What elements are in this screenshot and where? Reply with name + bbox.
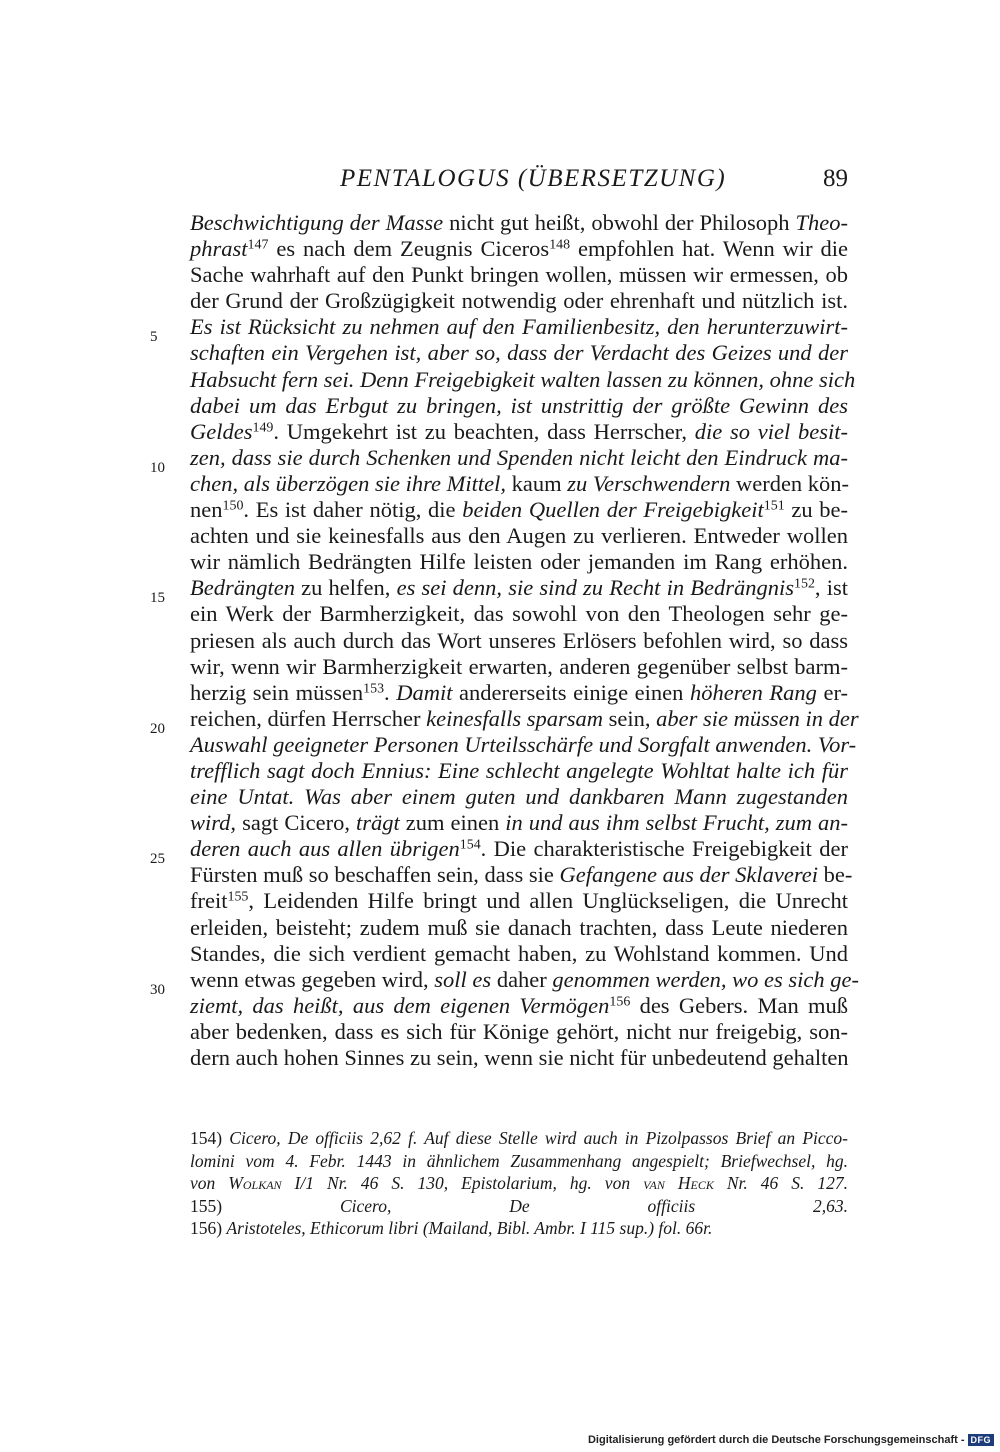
italic-text: Cicero, De officiis 2,63.: [339, 1195, 849, 1216]
text-line: [190, 915, 848, 941]
text-run: dern auch hohen Sinnes zu sein, wenn sie nicht für unbedeutend gehalten: [190, 1045, 849, 1070]
footnote-line: [190, 1195, 848, 1218]
text-line: [190, 601, 848, 627]
text-run: wenn etwas gegeben wird,: [190, 966, 435, 992]
footnote-line: [190, 1172, 848, 1195]
text-run: wir, wenn wir Barmherzigkeit erwarten, anderen gegenüber selbst barm-: [190, 653, 848, 679]
funding-note: [588, 1434, 994, 1446]
text-line: [190, 575, 848, 601]
italic-text: in und aus ihm selbst Frucht, zum an-: [505, 810, 849, 836]
italic-text: dabei um das Erbgut zu bringen, ist unstrittig der größte Gewinn des: [190, 392, 848, 418]
funding-note-text: Digitalisierung gefördert durch die Deutsche Forschungsgemeinschaft -: [587, 1434, 965, 1446]
footnote-reference: 155: [227, 889, 249, 905]
italic-text: eine Untat. Was aber einem guten und dankbaren Mann zugestanden: [190, 784, 848, 810]
italic-text: Damit: [396, 679, 453, 705]
italic-text: I/1 Nr. 46 S. 130, Epistolarium, hg. von: [281, 1173, 644, 1194]
italic-text: Gefangene aus der Sklaverei: [559, 862, 818, 888]
text-line: [190, 758, 848, 784]
text-line: [190, 366, 856, 393]
text-run: zu be-: [784, 497, 849, 523]
italic-text: phrast: [190, 236, 248, 262]
text-line: [190, 288, 848, 314]
italic-text: Nr. 46 S. 127.: [713, 1173, 848, 1194]
text-run: es nach dem Zeugnis Ciceros: [268, 236, 550, 262]
text-run: 155): [190, 1195, 340, 1216]
italic-text: trägt: [355, 810, 400, 836]
italic-text: deren auch aus allen übrigen: [190, 836, 460, 862]
text-run: ein Werk der Barmherzigkeit, das sowohl von den Theologen sehr ge-: [190, 601, 848, 627]
footnote-line: [190, 1217, 848, 1240]
text-run: er-: [816, 679, 849, 705]
text-run: aber bedenken, dass es sich für Könige gehört, nicht nur freigebig, son-: [190, 1018, 848, 1044]
text-line: [190, 549, 848, 575]
text-run: sein,: [603, 705, 657, 731]
text-run: achten und sie keinesfalls aus den Augen zu verlieren. Entweder wollen: [190, 523, 848, 549]
text-run: daher: [491, 966, 553, 992]
text-run: herzig sein müssen: [190, 679, 364, 705]
text-run: wir nämlich Bedrängten Hilfe leisten oder jemanden im Rang erhöhen.: [190, 549, 848, 575]
footnote-reference: 148: [549, 237, 571, 253]
italic-text: Beschwichtigung der Masse: [190, 210, 444, 235]
text-run: be-: [818, 862, 853, 888]
text-run: 156): [190, 1218, 227, 1239]
line-number: 5: [150, 329, 158, 345]
text-line: [190, 784, 848, 810]
footnote-reference: 152: [794, 576, 815, 592]
italic-text: beiden Quellen der Freigebigkeit: [462, 497, 764, 523]
italic-text: keinesfalls sparsam: [426, 705, 603, 731]
footnote-reference: 153: [363, 681, 385, 697]
text-run: kaum: [505, 470, 568, 496]
italic-text: Habsucht fern sei. Denn Freigebigkeit walten lassen zu können, ohne sich: [190, 366, 856, 392]
text-run: reichen, dürfen Herrscher: [190, 705, 427, 731]
text-line: [190, 810, 848, 836]
italic-text: die so viel besit-: [694, 418, 848, 444]
italic-text: ziemt, das heißt, aus dem eigenen Vermögen: [190, 992, 610, 1018]
italic-text: Aristoteles, Ethicorum libri (Mailand, Bibl. Ambr. I 115 sup.) fol. 66r.: [226, 1218, 713, 1239]
text-run: freit: [190, 888, 228, 914]
text-line: [190, 419, 848, 445]
italic-text: trefflich sagt doch Ennius: Eine schlecht angelegte Wohltat halte ich für: [190, 757, 848, 783]
italic-text: lomini vom 4. Febr. 1443 in ähnlichem Zusammenhang angespielt; Briefwechsel, hg.: [190, 1150, 848, 1171]
footnotes: [190, 1127, 848, 1240]
italic-text: Cicero, De officiis 2,62 f. Auf diese Stelle wird auch in Pizolpassos Brief an Picco-: [229, 1128, 848, 1148]
line-number: 20: [150, 720, 165, 737]
italic-text: schaften ein Vergehen ist, aber so, dass der Verdacht des Geizes und der: [190, 340, 848, 366]
italic-text: Geldes: [190, 418, 253, 444]
footnote-reference: 147: [247, 237, 269, 253]
line-number: 10: [150, 459, 165, 476]
footnote-reference: 149: [252, 420, 274, 436]
text-run: .: [384, 679, 397, 705]
text-line: [190, 941, 848, 967]
italic-text: Auswahl geeigneter Personen Urteilsschärfe und Sorgfalt anwenden. Vor-: [190, 731, 857, 757]
footnote-reference: 154: [459, 837, 481, 853]
text-line: [190, 888, 848, 914]
text-run: der Grund der Großzügigkeit notwendig oder ehrenhaft und nützlich ist.: [190, 288, 848, 314]
text-line: [190, 210, 848, 236]
text-run: priesen als auch durch das Wort unseres Erlösers befohlen wird, so dass: [190, 627, 848, 653]
text-line: [190, 862, 853, 888]
italic-text: soll es: [434, 966, 492, 992]
footnote-reference: 151: [763, 498, 785, 514]
text-line: [190, 393, 848, 419]
text-line: [190, 654, 848, 680]
text-line: [190, 445, 848, 471]
italic-text: Es ist Rücksicht zu nehmen auf den Familienbesitz, den herunterzuwirt-: [190, 314, 848, 340]
text-line: [190, 836, 848, 862]
text-line: [190, 680, 848, 706]
text-line: [190, 262, 848, 288]
text-run: andererseits einige einen: [452, 679, 690, 705]
italic-text: genommen werden, wo es sich ge-: [552, 966, 860, 992]
text-line: [190, 471, 848, 497]
main-text: [190, 210, 860, 1071]
text-line: [190, 628, 848, 654]
line-number: 15: [150, 590, 165, 606]
italic-text: zu Verschwendern: [567, 470, 731, 496]
italic-text: zen, dass sie durch Schenken und Spenden nicht leicht den Eindruck ma-: [190, 444, 848, 470]
footnote-reference: 156: [609, 994, 631, 1010]
text-run: des Gebers. Man muß: [630, 992, 848, 1018]
text-run: nen: [190, 497, 223, 523]
text-run: 154): [190, 1128, 230, 1148]
text-run: Fürsten muß so beschaffen sein, dass sie: [190, 862, 560, 888]
text-line: [190, 523, 848, 549]
text-run: Standes, die sich verdient gemacht haben, zu Wohlstand kommen. Und: [190, 940, 848, 966]
text-run: empfohlen hat. Wenn wir die: [570, 236, 849, 262]
text-line: [190, 497, 848, 523]
footnote-reference: 150: [222, 498, 244, 514]
text-line: [190, 314, 848, 340]
line-number: 25: [150, 851, 165, 867]
text-line: [190, 1045, 848, 1071]
running-title: PENTALOGUS (ÜBERSETZUNG): [340, 165, 727, 192]
italic-text: Bedrängten: [190, 575, 295, 601]
italic-text: höheren Rang: [689, 679, 817, 705]
text-run: . Die charakteristische Freigebigkeit der: [480, 836, 849, 862]
footnote-line: [190, 1127, 848, 1150]
text-run: zu helfen,: [294, 575, 397, 601]
text-run: erleiden, beisteht; zudem muß sie danach trachten, dass Leute niederen: [190, 914, 848, 940]
text-line: [190, 993, 848, 1019]
text-line: [190, 966, 860, 993]
text-run: , Leidenden Hilfe bringt und allen Unglückseligen, die Unrecht: [248, 888, 848, 914]
italic-text: von: [190, 1173, 229, 1194]
text-line: [190, 236, 848, 262]
text-run: zum einen: [399, 810, 506, 836]
text-run: . Es ist daher nötig, die: [243, 497, 463, 523]
italic-text: aber sie müssen in der: [656, 705, 859, 731]
italic-text: van Heck: [643, 1173, 714, 1194]
dfg-logo: DFG: [968, 1434, 995, 1446]
text-line: [190, 1019, 848, 1045]
italic-text: es sei denn, sie sind zu Recht in Bedrängnis: [396, 575, 795, 601]
italic-text: Theo-: [795, 210, 848, 235]
text-run: werden kön-: [730, 470, 850, 496]
footnote-line: [190, 1150, 848, 1173]
italic-text: wird,: [190, 810, 237, 836]
text-line: [190, 340, 848, 366]
text-run: , ist: [814, 575, 848, 601]
text-run: Sache wahrhaft auf den Punkt bringen wollen, müssen wir ermessen, ob: [190, 262, 848, 288]
page-number: 89: [823, 165, 848, 192]
text-run: nicht gut heißt, obwohl der Philosoph: [443, 210, 796, 235]
line-number: 30: [150, 981, 165, 998]
text-run: sagt Cicero,: [236, 810, 356, 836]
text-line: [190, 731, 857, 758]
italic-text: Wolkan: [228, 1173, 282, 1194]
text-line: [190, 705, 859, 732]
text-run: . Umgekehrt ist zu beachten, dass Herrscher,: [273, 418, 695, 444]
italic-text: chen, als überzögen sie ihre Mittel,: [190, 470, 506, 496]
